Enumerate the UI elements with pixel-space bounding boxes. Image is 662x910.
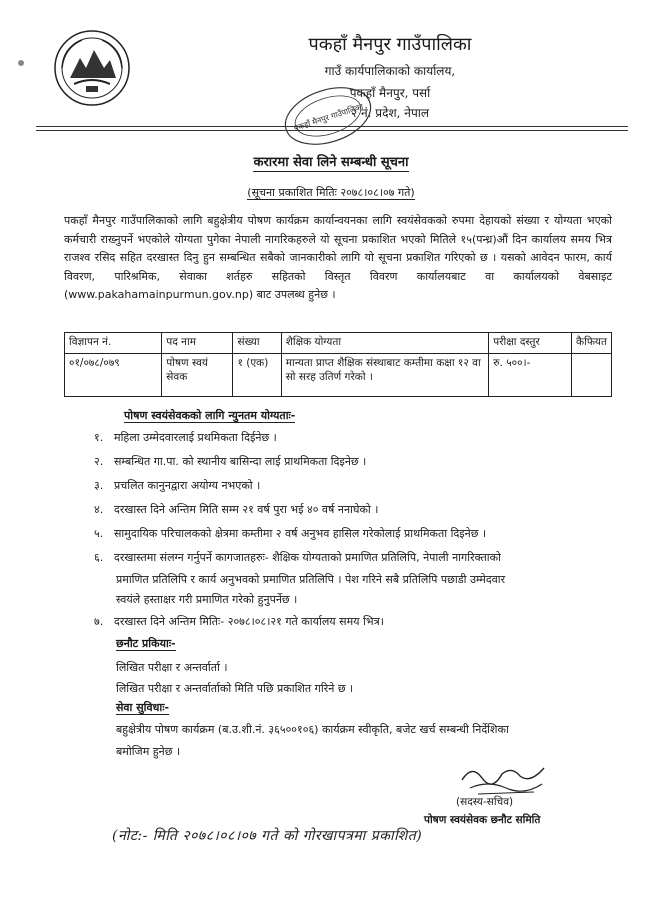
- list-item-continuation: स्वयंले हस्ताक्षर गरी प्रमाणित गरेको हुनुपर्नेछ ।: [116, 593, 298, 606]
- svg-text:पकहाँ मैनपुर गाउँपालिका: पकहाँ मैनपुर गाउँपालिका: [292, 101, 365, 133]
- office-stamp: [280, 86, 376, 146]
- government-emblem-icon: [52, 28, 132, 108]
- table-row: [65, 354, 612, 397]
- facility-line: बमोजिम हुनेछ ।: [116, 745, 181, 758]
- selection-line: लिखित परीक्षा र अन्तर्वार्ताको मिति पछि प्रकाशित गरिने छ ।: [116, 682, 354, 695]
- col-post-name: पद नाम: [162, 333, 233, 354]
- office-name: गाउँ कार्यपालिकाको कार्यालय,: [324, 64, 456, 78]
- selection-line: लिखित परीक्षा र अन्तर्वार्ता ।: [116, 661, 228, 674]
- handwritten-note: (नोट:- मिति २०७८।०८।०७ गते को गोरखापत्रमा प्रकाशित): [112, 828, 423, 844]
- col-exam-fee: परीक्षा दस्तुर: [489, 333, 572, 354]
- selection-heading: छनौट प्रकियाः-: [116, 637, 176, 650]
- cell-quantity: १ (एक): [233, 354, 281, 397]
- col-qualification: शैक्षिक योग्यता: [281, 333, 489, 354]
- municipality-title: पकहाँ मैनपुर गाउँपालिका: [308, 34, 472, 55]
- scan-mark: [18, 60, 24, 66]
- cell-post-name: पोषण स्वयं सेवक: [162, 354, 233, 397]
- list-item: २. सम्बन्धित गा.पा. को स्थानीय बासिन्दा लाई प्राथमिकता दिइनेछ ।: [94, 455, 367, 468]
- facility-line: बहुक्षेत्रीय पोषण कार्यक्रम (ब.उ.शी.नं. ३६५००१०६) कार्यक्रम स्वीकृति, बजेट खर्च सम्बन्धी निर्देशिका: [116, 723, 509, 736]
- notice-subject: करारमा सेवा लिने सम्बन्धी सूचना: [253, 155, 409, 170]
- min-qualification-heading: पोषण स्वयंसेवकको लागि न्युनतम योग्यताः-: [124, 409, 296, 422]
- cell-qualification: मान्यता प्राप्त शैक्षिक संस्थाबाट कम्तीमा कक्षा १२ वा सो सरह उतिर्ण गरेको ।: [281, 354, 489, 397]
- list-item-continuation: प्रमाणित प्रतिलिपि र कार्य अनुभवको प्रमाणित प्रतिलिपि । पेश गरिने सबै प्रतिलिपि पछाडी उम्मेदवार: [116, 573, 506, 586]
- list-item: १. महिला उम्मेदवारलाई प्रथमिकता दिईनेछ ।: [94, 431, 277, 444]
- signatory-committee: पोषण स्वयंसेवक छनौट समिति: [424, 814, 541, 826]
- list-item: ४. दरखास्त दिने अन्तिम मिति सम्म २१ वर्ष पुरा भई ४० वर्ष ननाघेको ।: [94, 503, 379, 516]
- publish-date: (सूचना प्रकाशित मितिः २०७८।०८।०७ गते): [247, 186, 415, 199]
- intro-paragraph: पकहाँ मैनपुर गाउँपालिकाको लागि बहुक्षेत्रीय पोषण कार्यक्रम कार्यान्वयनका लागि स्वयंसेवकको रुपमा देहायको संख्या र योग्यता भएको कर्मचारी राख्नुपर्ने भएकोले योग्यता पुगेका नेपाली नागरिकहरुले यो सूचना प्रकाशित भएको मितिले १५(पन्ध्र)औं दिन कार्यालय समय भित्र राजश्व रसिद सहित दरखास्त दिनु हुन सम्बन्धित सबैको जानकारीको लागि यो सूचना प्रकाशित गरिएको छ । यसको आवेदन फारम, कार्य विवरण, पारिश्रमिक, सेवाका शर्तहरु सहितको विस्तृत विवरण कार्यालयबाट वा कार्यालयको वेबसाइट (www.pakahamainpurmun.gov.np) बाट उपलब्ध हुनेछ ।: [64, 214, 612, 301]
- cell-exam-fee: रु. ५००।-: [489, 354, 572, 397]
- list-item: ३. प्रचलित कानुनद्वारा अयोग्य नभएको ।: [94, 479, 261, 492]
- office-place: पकहाँ मैनपुर, पर्सा: [349, 86, 431, 100]
- cell-remarks: [572, 354, 612, 397]
- col-ad-number: विज्ञापन नं.: [65, 333, 162, 354]
- list-item: ५. सामुदायिक परिचालकको क्षेत्रमा कम्तीमा २ वर्ष अनुभव हासिल गरेकोलाई प्राथमिकता दिइनेछ ।: [94, 527, 487, 540]
- vacancy-table: [64, 332, 612, 397]
- facility-heading: सेवा सुविधाः-: [116, 701, 170, 714]
- list-item: ७. दरखास्त दिने अन्तिम मितिः- २०७८।०८।२१ गते कार्यालय समय भित्र।: [94, 615, 384, 628]
- col-quantity: संख्या: [233, 333, 281, 354]
- table-header-row: [65, 333, 612, 354]
- col-remarks: कैफियत: [572, 333, 612, 354]
- office-province: २ नं. प्रदेश, नेपाल: [350, 106, 430, 120]
- signatory-role: (सदस्य-सचिव): [456, 796, 514, 808]
- cell-ad-number: ०१/०७८/०७९: [65, 354, 162, 397]
- list-item: ६. दरखास्तमा संलग्न गर्नुपर्ने कागजातहरुः- शैक्षिक योग्यताको प्रमाणित प्रतिलिपि, नेपाली नागरिक्ताको: [94, 551, 501, 564]
